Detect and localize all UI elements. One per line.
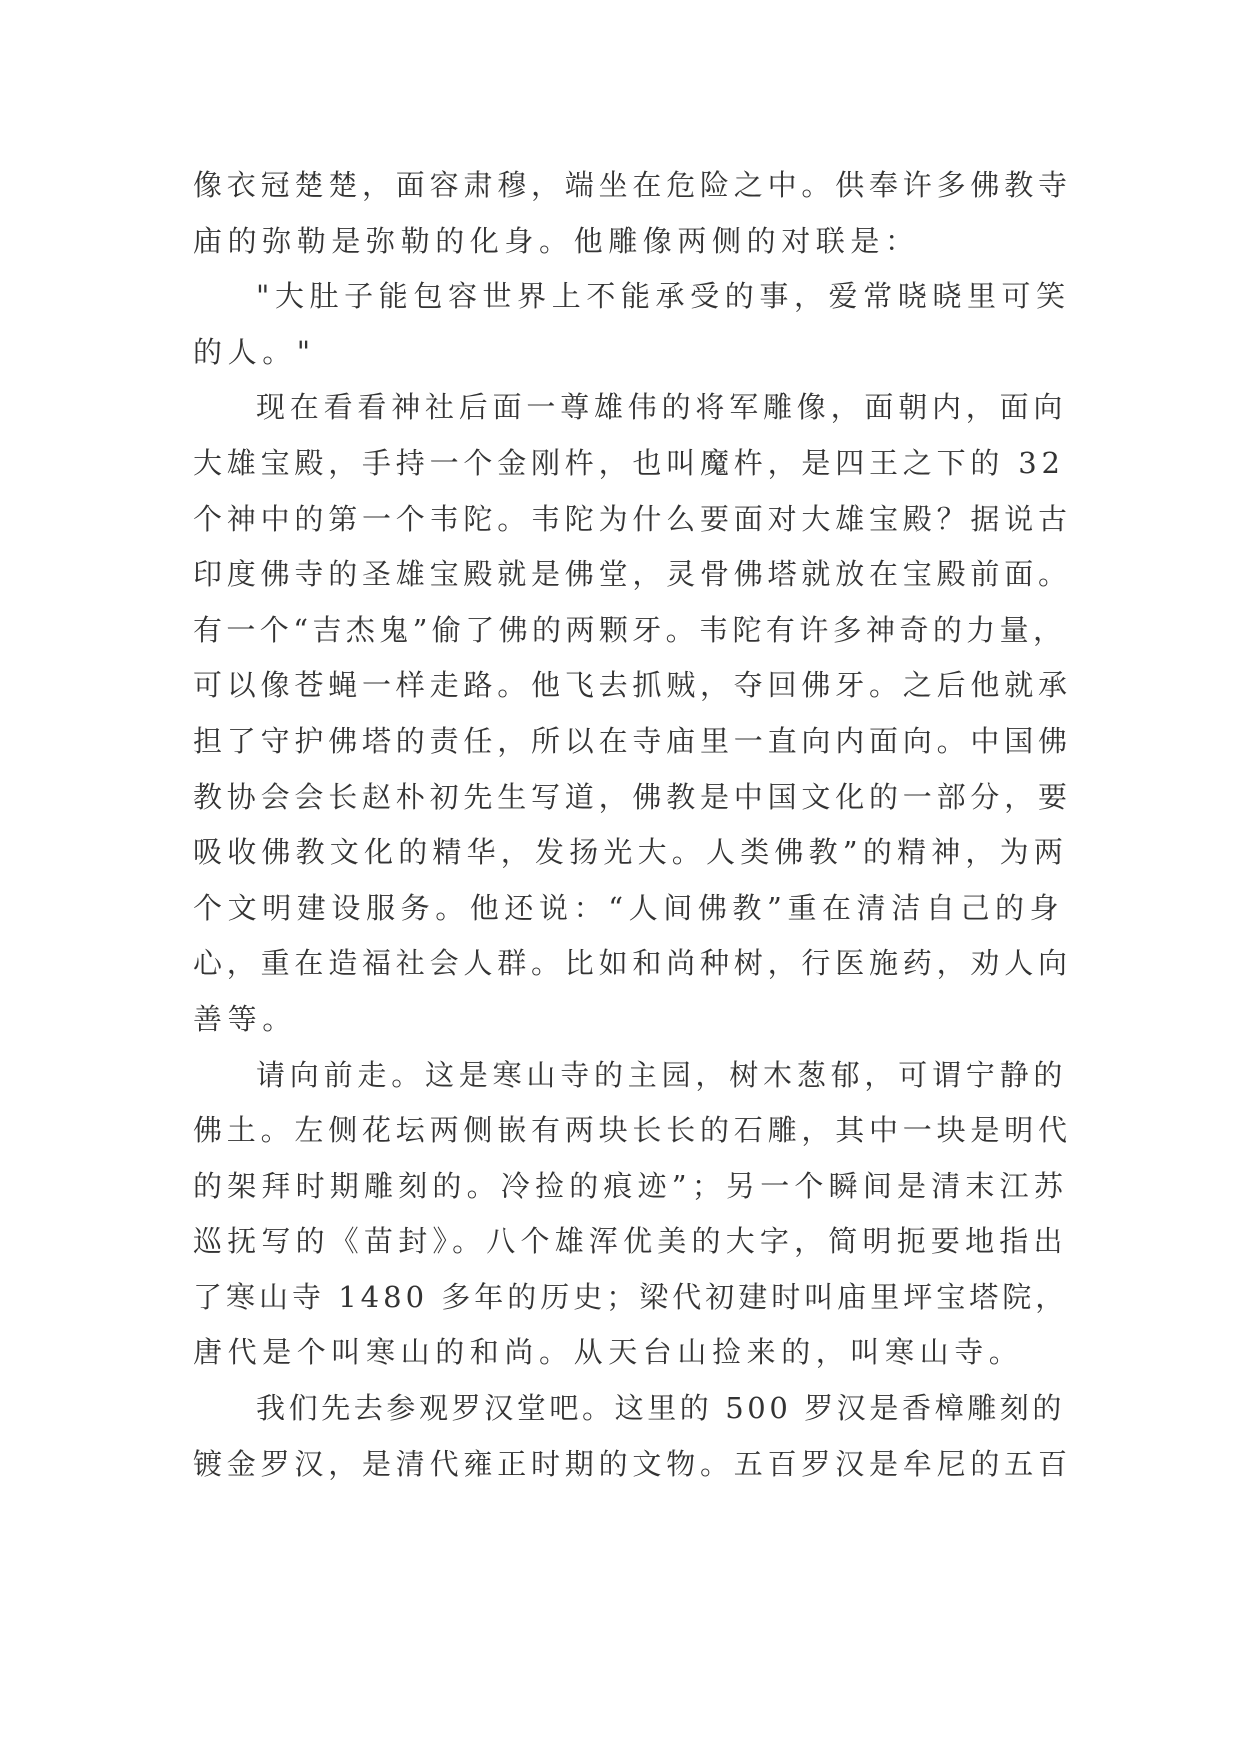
text-line: 镀金罗汉，是清代雍正时期的文物。五百罗汉是牟尼的五百: [193, 1446, 1072, 1481]
body-text: [193, 158, 1073, 1492]
text-line: 印度佛寺的圣雄宝殿就是佛堂，灵骨佛塔就放在宝殿前面。: [193, 557, 1072, 592]
text-line: 可以像苍蝇一样走路。他飞去抓贼，夺回佛牙。之后他就承: [193, 668, 1072, 703]
text-line: 教协会会长赵朴初先生写道，佛教是中国文化的一部分，要: [193, 779, 1072, 814]
text-line: 吸收佛教文化的精华，发扬光大。人类佛教”的精神，为两: [193, 835, 1069, 870]
text-line: 巡抚写的《苗封》。八个雄浑优美的大字，简明扼要地指出: [193, 1224, 1068, 1259]
text-line: 心，重在造福社会人群。比如和尚种树，行医施药，劝人向: [193, 946, 1072, 981]
text-line: 善等。: [193, 1001, 297, 1036]
text-line: 佛土。左侧花坛两侧嵌有两块长长的石雕，其中一块是明代: [193, 1113, 1072, 1148]
text-line: 大雄宝殿，手持一个金刚杵，也叫魔杵，是四王之下的 32: [193, 445, 1065, 480]
text-line: 担了守护佛塔的责任，所以在寺庙里一直向内面向。中国佛: [193, 723, 1072, 758]
text-line: 了寒山寺 1480 多年的历史；梁代初建时叫庙里坪宝塔院，: [193, 1279, 1069, 1314]
text-line: 现在看看神社后面一尊雄伟的将军雕像，面朝内，面向: [256, 390, 1068, 425]
text-line: 个文明建设服务。他还说：“人间佛教”重在清洁自己的身: [193, 890, 1065, 925]
text-line: 请向前走。这是寒山寺的主园，树木葱郁，可谓宁静的: [256, 1057, 1068, 1092]
text-line: 的人。": [193, 334, 316, 369]
text-line: 唐代是个叫寒山的和尚。从天台山捡来的，叫寒山寺。: [193, 1335, 1024, 1370]
text-line: 庙的弥勒是弥勒的化身。他雕像两侧的对联是：: [193, 223, 920, 258]
text-line: 有一个“吉杰鬼”偷了佛的两颗牙。韦陀有许多神奇的力量，: [193, 612, 1067, 647]
text-line: 的架拜时期雕刻的。冷捡的痕迹”；另一个瞬间是清末江苏: [193, 1168, 1069, 1203]
text-line: 我们先去参观罗汉堂吧。这里的 500 罗汉是香樟雕刻的: [256, 1391, 1065, 1426]
text-line: 像衣冠楚楚，面容肃穆，端坐在危险之中。供奉许多佛教寺: [193, 168, 1072, 202]
text-line: "大肚子能包容世界上不能承受的事，爱常晓晓里可笑: [256, 279, 1071, 314]
text-line: 个神中的第一个韦陀。韦陀为什么要面对大雄宝殿？据说古: [193, 501, 1072, 536]
